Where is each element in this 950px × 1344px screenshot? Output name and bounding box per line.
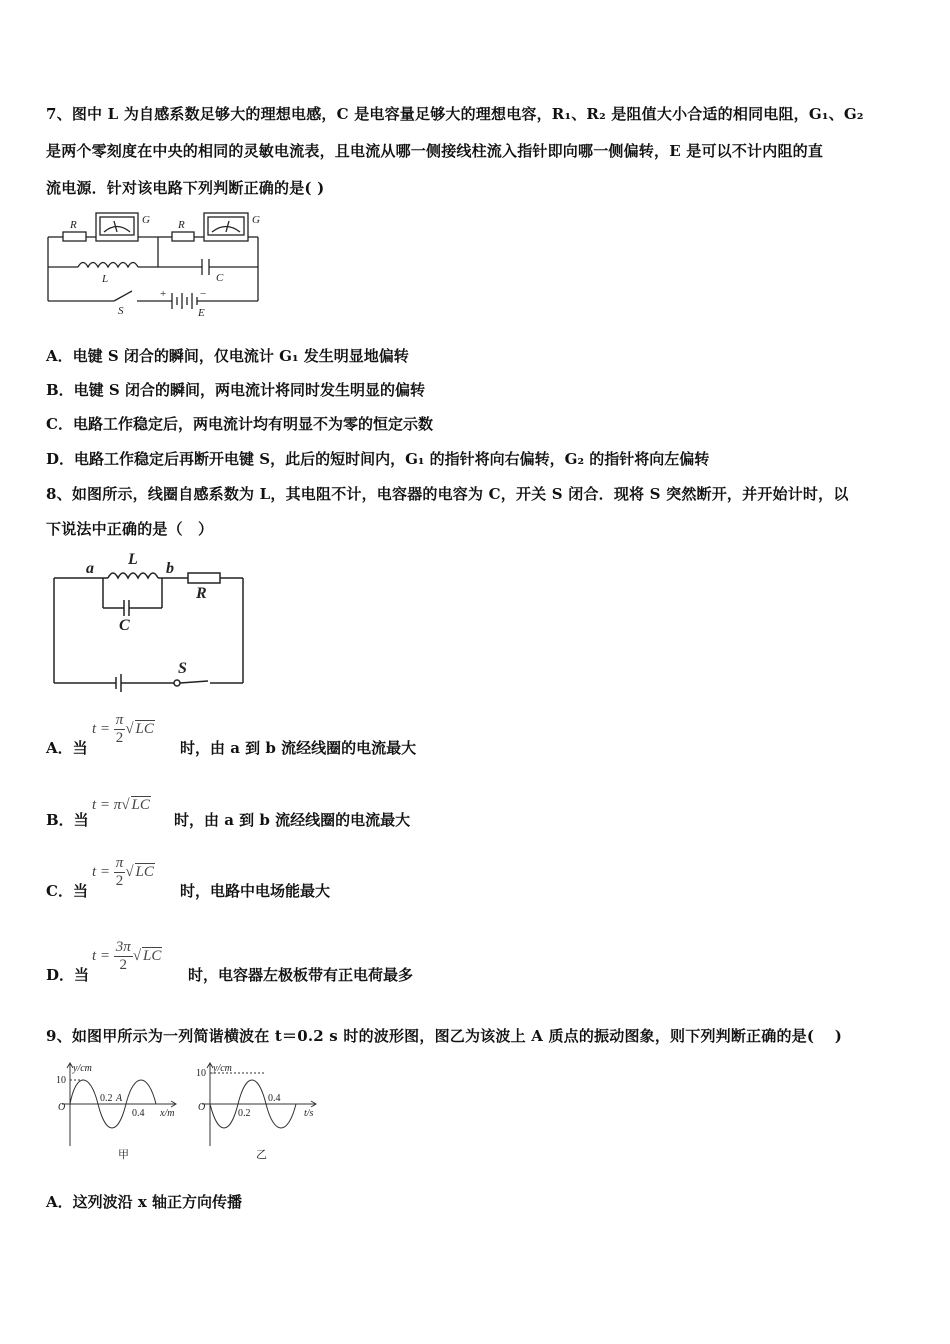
q8-option-c-formula: t = $\frac{\pi}{2}$ √ LC <box>92 855 154 889</box>
q7-label-s: S <box>118 305 124 317</box>
q7-option-b: B．电键 S 闭合的瞬间，两电流计将同时发生明显的偏转 <box>46 381 425 399</box>
q8-option-a-t: t = <box>92 720 111 737</box>
yi-ylabel: y/cm <box>213 1063 232 1074</box>
q7-label-g2: G <box>252 214 260 226</box>
q9-option-a: A．这列波沿 x 轴正方向传播 <box>46 1193 243 1211</box>
yi-caption: 乙 <box>256 1149 267 1161</box>
q8-option-b-formula: t = π√ LC <box>92 797 150 813</box>
q7-option-d: D．电路工作稳定后再断开电键 S，此后的短时间内，G₁ 的指针将向右偏转，G₂ 的指针将向左偏转 <box>46 450 710 468</box>
q8-option-d-den: 2 <box>119 957 128 973</box>
q7-label-r2: R <box>178 219 185 231</box>
q7-label-c: C <box>216 272 224 284</box>
q8-option-c-root: LC <box>135 863 154 880</box>
q8-option-a-prefix: A．当 <box>46 739 88 757</box>
jia-origin: O <box>58 1102 66 1113</box>
q8-option-d-suffix: 时，电容器左极板带有正电荷最多 <box>188 966 414 984</box>
q8-option-a-root: LC <box>135 720 154 737</box>
q8-label-s: S <box>178 660 187 677</box>
q8-label-b: b <box>166 560 174 577</box>
q8-option-b-root: LC <box>131 797 150 813</box>
q7-stem-line1: 7、图中 L 为自感系数足够大的理想电感，C 是电容量足够大的理想电容，R₁、R₂ 是阻值大小合适的相同电阻，G₁、G₂ <box>46 105 864 123</box>
q8-option-c-t: t = <box>92 863 111 880</box>
q8-option-d-formula: t = $\frac{3\pi}{2}$ √ LC <box>92 939 162 973</box>
q8-option-d-root: LC <box>143 947 162 964</box>
jia-tick1: 0.2 <box>100 1093 113 1104</box>
q8-option-b-t: t = π <box>92 797 122 813</box>
q7-label-l: L <box>102 273 109 285</box>
jia-tick2: 0.4 <box>132 1108 145 1119</box>
q7-label-minus: − <box>200 288 207 300</box>
yi-tick1: 0.2 <box>238 1108 251 1119</box>
yi-xlabel: t/s <box>304 1108 314 1119</box>
q8-option-a-num: π <box>115 712 124 728</box>
q7-option-a: A．电键 S 闭合的瞬间，仅电流计 G₁ 发生明显地偏转 <box>46 347 409 365</box>
q8-option-a-formula: t = $\frac{\pi}{2}$ √ LC <box>92 712 154 746</box>
q8-option-d-num: 3π <box>115 939 131 955</box>
q8-stem-line1: 8、如图所示，线圈自感系数为 L，其电阻不计，电容器的电容为 C，开关 S 闭合．现将 S 突然断开，并开始计时，以 <box>46 485 849 503</box>
q8-label-a: a <box>86 560 94 577</box>
q8-label-c: C <box>119 617 130 634</box>
q8-option-c-num: π <box>115 855 124 871</box>
yi-ymax: 10 <box>196 1068 206 1079</box>
jia-point-a: A <box>116 1093 123 1104</box>
q8-option-c-prefix: C．当 <box>46 882 88 900</box>
q7-label-g1: G <box>142 214 150 226</box>
jia-xlabel: x/m <box>160 1108 175 1119</box>
q8-option-b-prefix: B．当 <box>46 811 89 829</box>
q7-label-r1: R <box>70 219 77 231</box>
q8-option-a-den: 2 <box>115 730 124 746</box>
q9-wave-graphs-figure <box>52 1058 342 1168</box>
q9-stem-line1: 9、如图甲所示为一列简谐横波在 t＝0.2 s 时的波形图，图乙为该波上 A 质点的振动图象，则下列判断正确的是( ) <box>46 1027 843 1045</box>
q8-option-d-t: t = <box>92 947 111 964</box>
jia-ymax: 10 <box>56 1075 66 1086</box>
q8-option-c-den: 2 <box>115 873 124 889</box>
q8-stem-line2: 下说法中正确的是（ ） <box>46 520 214 538</box>
q7-label-plus: + <box>160 288 167 300</box>
q8-label-r: R <box>196 585 207 602</box>
q7-label-e: E <box>198 307 205 319</box>
q8-label-l: L <box>128 551 138 568</box>
q7-circuit-figure <box>44 205 274 320</box>
q8-lc-circuit-figure <box>48 548 253 693</box>
jia-caption: 甲 <box>118 1149 129 1161</box>
q8-option-c-suffix: 时，电路中电场能最大 <box>180 882 331 900</box>
q8-option-d-prefix: D．当 <box>46 966 90 984</box>
q8-option-b-suffix: 时，由 a 到 b 流经线圈的电流最大 <box>174 811 411 829</box>
q7-stem-line3: 流电源．针对该电路下列判断正确的是( ) <box>46 179 325 197</box>
yi-origin: O <box>198 1102 206 1113</box>
q7-option-c: C．电路工作稳定后，两电流计均有明显不为零的恒定示数 <box>46 415 433 433</box>
jia-ylabel: y/cm <box>73 1063 92 1074</box>
q8-option-a-suffix: 时，由 a 到 b 流经线圈的电流最大 <box>180 739 417 757</box>
q7-stem-line2: 是两个零刻度在中央的相同的灵敏电流表，且电流从哪一侧接线柱流入指针即向哪一侧偏转，E 是可以不计内阻的直 <box>46 142 824 160</box>
yi-tick2: 0.4 <box>268 1093 281 1104</box>
